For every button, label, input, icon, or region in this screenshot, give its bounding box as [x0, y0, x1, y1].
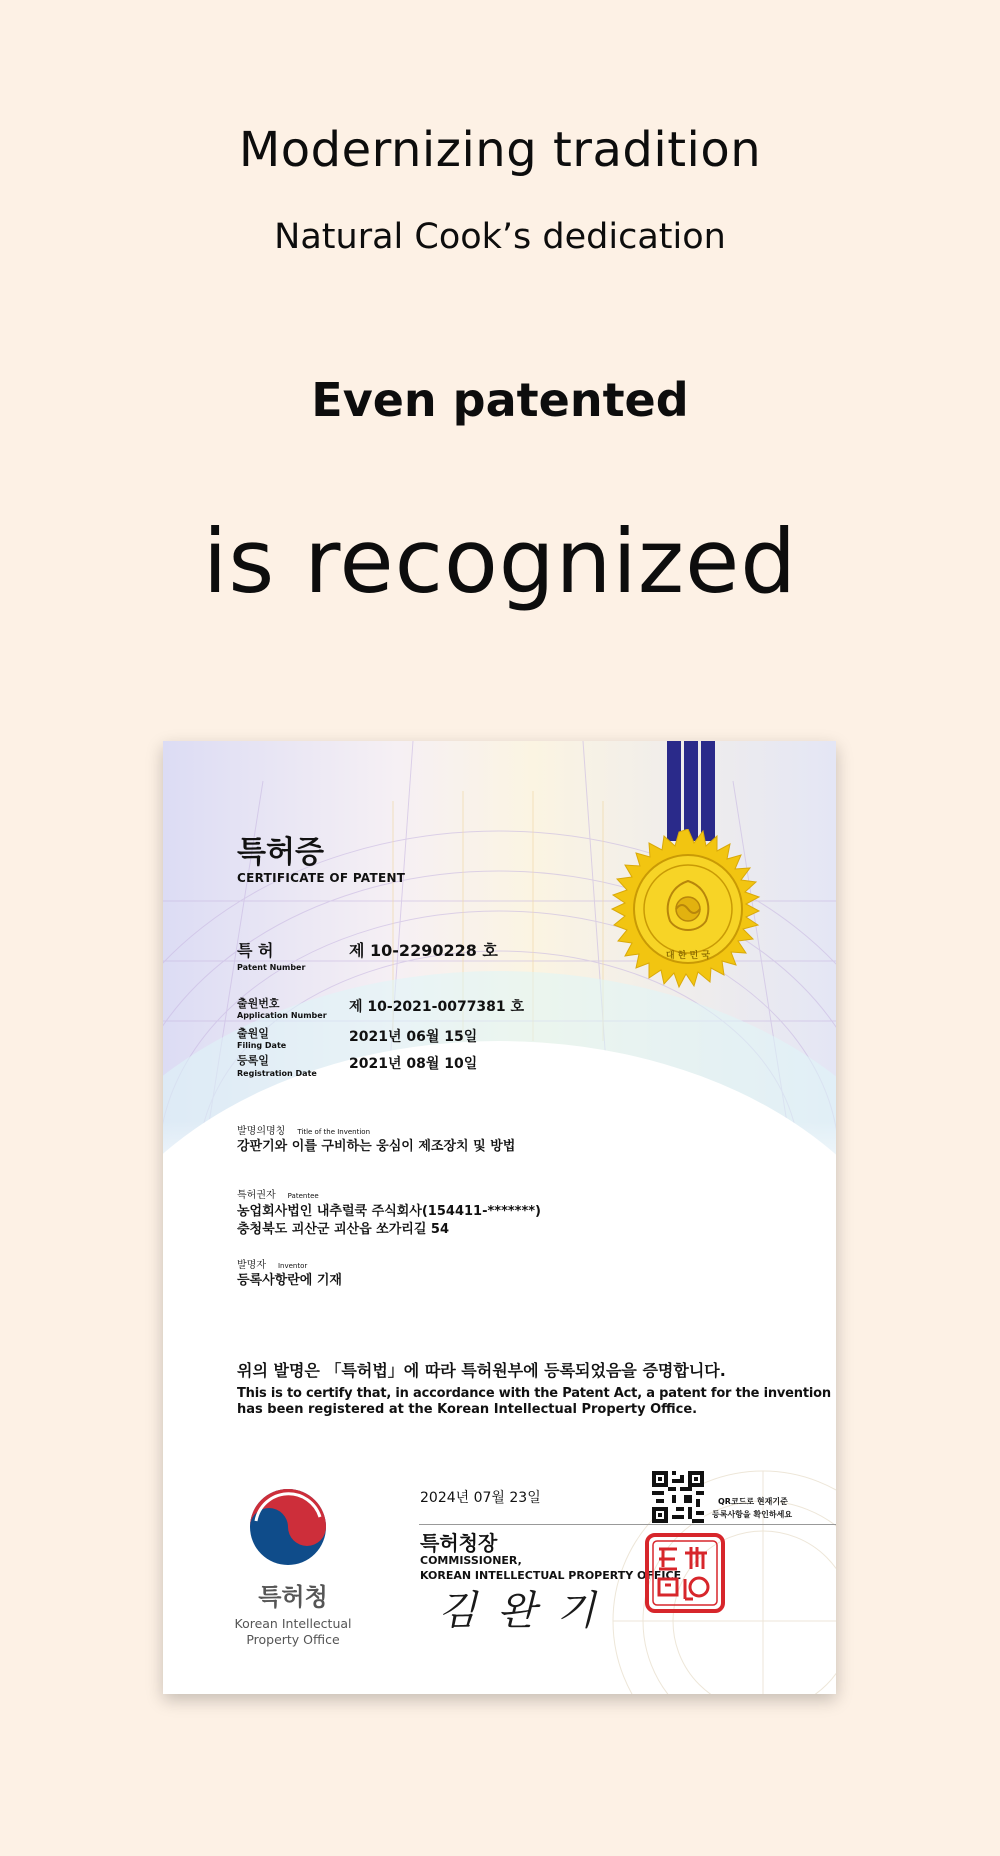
kipo-name-ko: 특허청 [258, 1583, 328, 1611]
qr-code-icon [652, 1471, 704, 1523]
application-label-ko: 출원번호 [237, 997, 280, 1010]
certify-statement-en-2: has been registered at the Korean Intellectual Property Office. [237, 1402, 698, 1417]
gold-seal-medal-icon [608, 829, 768, 989]
qr-instruction-1: QR코드로 현재기준 [718, 1497, 788, 1506]
certificate-title-en: CERTIFICATE OF PATENT [237, 871, 406, 885]
ribbon-stripe [684, 741, 698, 841]
certify-statement-ko: 위의 발명은 「특허법」에 따라 특허원부에 등록되었음을 증명합니다. [237, 1361, 726, 1380]
signature-text: 김 완 기 [438, 1588, 600, 1634]
commissioner-title-ko: 특허청장 [420, 1531, 498, 1555]
taegeuk-logo-icon [248, 1487, 328, 1567]
patentee-label-en: Patentee [287, 1192, 319, 1200]
certify-statement-en-1: This is to certify that, in accordance with the Patent Act, a patent for the invention [237, 1386, 831, 1401]
application-number: 제 10-2021-0077381 호 [349, 999, 525, 1015]
patent-certificate [163, 741, 836, 1694]
patentee-label-ko: 특허권자 [237, 1190, 276, 1201]
headline-modernizing: Modernizing tradition [238, 122, 762, 178]
certificate-title-ko: 특허증 [237, 835, 324, 870]
invention-label-en: Title of the Invention [297, 1128, 371, 1136]
patentee-name: 농업회사법인 내추럴쿡 주식회사(154411-*******) [237, 1204, 542, 1219]
ribbon-stripe [667, 741, 681, 841]
patent-number: 제 10-2290228 호 [349, 941, 498, 960]
filing-label-ko: 출원일 [237, 1027, 269, 1040]
commissioner-title-en-1: COMMISSIONER, [420, 1554, 522, 1567]
registration-label-ko: 등록일 [237, 1054, 269, 1067]
patent-label-en: Patent Number [237, 963, 306, 972]
headline-recognized: is recognized [202, 510, 798, 613]
kipo-name-en-2: Property Office [246, 1632, 340, 1647]
inventor-label-ko: 발명자 [237, 1260, 266, 1271]
divider [419, 1524, 836, 1525]
patentee-address: 충청북도 괴산군 괴산읍 쏘가리길 54 [237, 1222, 450, 1237]
issue-date: 2024년 07월 23일 [420, 1490, 541, 1506]
ribbon-stripe [701, 741, 715, 841]
kipo-name-en-1: Korean Intellectual [234, 1616, 352, 1631]
invention-title: 강판기와 이를 구비하는 웅심이 제조장치 및 방법 [237, 1139, 516, 1154]
qr-instruction-2: 등록사항을 확인하세요 [712, 1510, 793, 1519]
inventor-label-en: Inventor [277, 1262, 308, 1270]
red-official-seal-icon [645, 1533, 725, 1613]
patent-label-ko: 특 허 [237, 941, 274, 960]
application-label-en: Application Number [237, 1011, 327, 1020]
filing-date: 2021년 06월 15일 [349, 1029, 478, 1045]
filing-label-en: Filing Date [237, 1041, 287, 1050]
headline-even-patented: Even patented [311, 373, 689, 427]
invention-label-ko: 발명의명칭 [237, 1126, 286, 1137]
headline-dedication: Natural Cook’s dedication [274, 217, 726, 257]
commissioner-signature [438, 1579, 599, 1636]
qr-instruction [712, 1495, 792, 1521]
medal-text: 대 한 민 국 [665, 951, 711, 961]
registration-label-en: Registration Date [237, 1069, 317, 1078]
inventor-value: 등록사항란에 기재 [237, 1273, 342, 1288]
registration-date: 2021년 08월 10일 [349, 1056, 478, 1072]
commissioner-title-en-2: KOREAN INTELLECTUAL PROPERTY OFFICE [420, 1569, 682, 1582]
kipo-name-en [223, 1616, 363, 1648]
